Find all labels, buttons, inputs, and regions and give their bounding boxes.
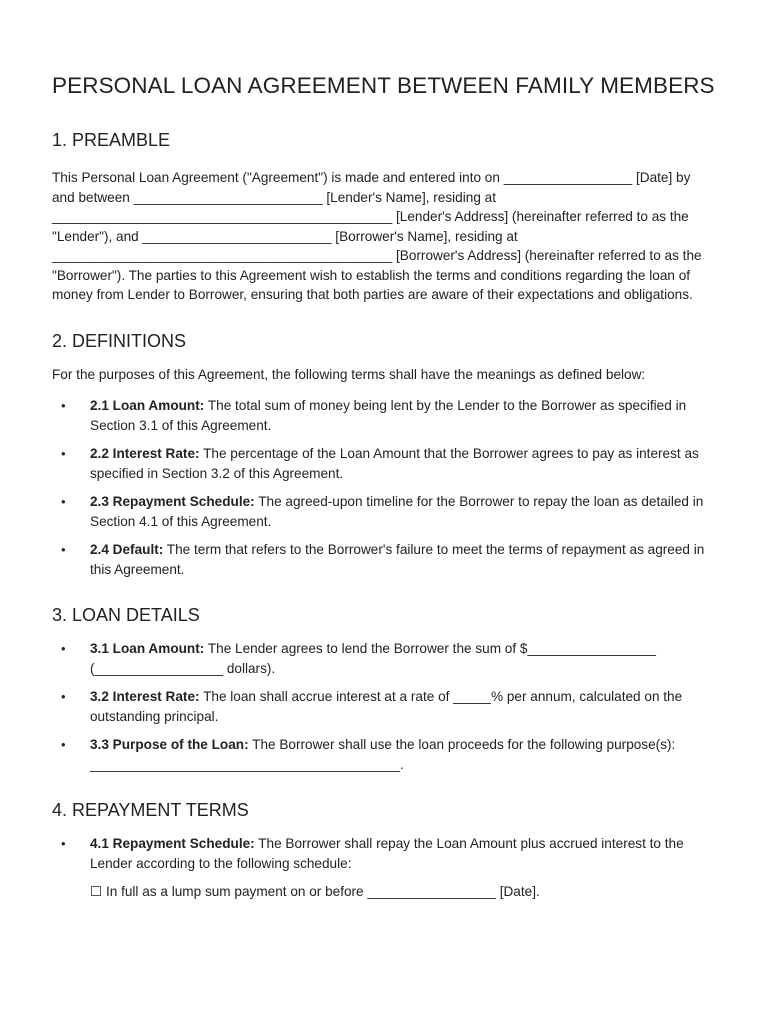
clause-text: The Lender agrees to lend the Borrower the sum of $_________________ (_________________ dollars). <box>90 641 656 676</box>
list-item <box>52 687 716 726</box>
bullet-icon: • <box>61 398 66 413</box>
bullet-icon: • <box>61 737 66 752</box>
definition-text: The agreed-upon timeline for the Borrower to repay the loan as detailed in Section 4.1 of this Agreement. <box>90 494 704 529</box>
preamble-paragraph: This Personal Loan Agreement ("Agreement") is made and entered into on _________________ [Date] by and between _________________________ [Lender's Name], residing at _____________________________________________ [Lender's Address] (hereinafter referred to as the "Lender"), and _________________________ [Borrower's Name], residing at _____________________________________________ [Borrower's Address] (hereinafter referred to as the "Borrower"). The parties to this Agreement wish to establish the terms and conditions regarding the loan of money from Lender to Borrower, ensuring that both parties are aware of their expectations and obligations. <box>52 170 702 302</box>
bullet-icon: • <box>61 641 66 656</box>
definition-term: 2.1 Loan Amount: <box>90 398 205 413</box>
list-item <box>52 492 716 531</box>
section-heading-loan-details: 3. LOAN DETAILS <box>52 605 200 625</box>
section-heading-definitions: 2. DEFINITIONS <box>52 330 187 351</box>
definitions-list <box>52 396 716 579</box>
clause-term: 3.1 Loan Amount: <box>90 641 205 656</box>
definitions-intro: For the purposes of this Agreement, the following terms shall have the meanings as defined below: <box>52 366 646 382</box>
bullet-icon: • <box>61 494 66 509</box>
clause-text: The Borrower shall use the loan proceeds for the following purpose(s): _________________________________________. <box>90 737 676 772</box>
definition-term: 2.4 Default: <box>90 542 164 557</box>
bullet-icon: • <box>61 836 66 851</box>
definition-term: 2.3 Repayment Schedule: <box>90 494 255 509</box>
list-item <box>52 396 716 435</box>
document-title: PERSONAL LOAN AGREEMENT BETWEEN FAMILY MEMBERS <box>52 73 715 98</box>
clause-term: 3.2 Interest Rate: <box>90 689 200 704</box>
definition-text: The term that refers to the Borrower's failure to meet the terms of repayment as agreed in this Agreement. <box>90 542 705 577</box>
list-item <box>52 444 716 483</box>
bullet-icon: • <box>61 689 66 704</box>
section-heading-repayment-terms: 4. REPAYMENT TERMS <box>52 800 249 820</box>
lump-sum-option: ☐ In full as a lump sum payment on or before _________________ [Date]. <box>90 884 540 899</box>
list-item <box>52 540 716 579</box>
clause-text: The Borrower shall repay the Loan Amount plus accrued interest to the Lender according to the following schedule: <box>90 836 684 871</box>
bullet-icon: • <box>61 542 66 557</box>
clause-term: 4.1 Repayment Schedule: <box>90 836 255 851</box>
repayment-list <box>52 834 716 873</box>
definition-term: 2.2 Interest Rate: <box>90 446 200 461</box>
bullet-icon: • <box>61 446 66 461</box>
section-heading-preamble: 1. PREAMBLE <box>52 130 171 150</box>
definition-text: The percentage of the Loan Amount that the Borrower agrees to pay as interest as specified in Section 3.2 of this Agreement. <box>90 446 699 481</box>
definition-text: The total sum of money being lent by the Lender to the Borrower as specified in Section 3.1 of this Agreement. <box>90 398 687 433</box>
clause-term: 3.3 Purpose of the Loan: <box>90 737 249 752</box>
loan-details-list <box>52 639 716 774</box>
list-item <box>52 735 716 774</box>
list-item <box>52 834 716 873</box>
clause-text: The loan shall accrue interest at a rate of _____% per annum, calculated on the outstanding principal. <box>90 689 683 724</box>
list-item <box>52 639 716 678</box>
